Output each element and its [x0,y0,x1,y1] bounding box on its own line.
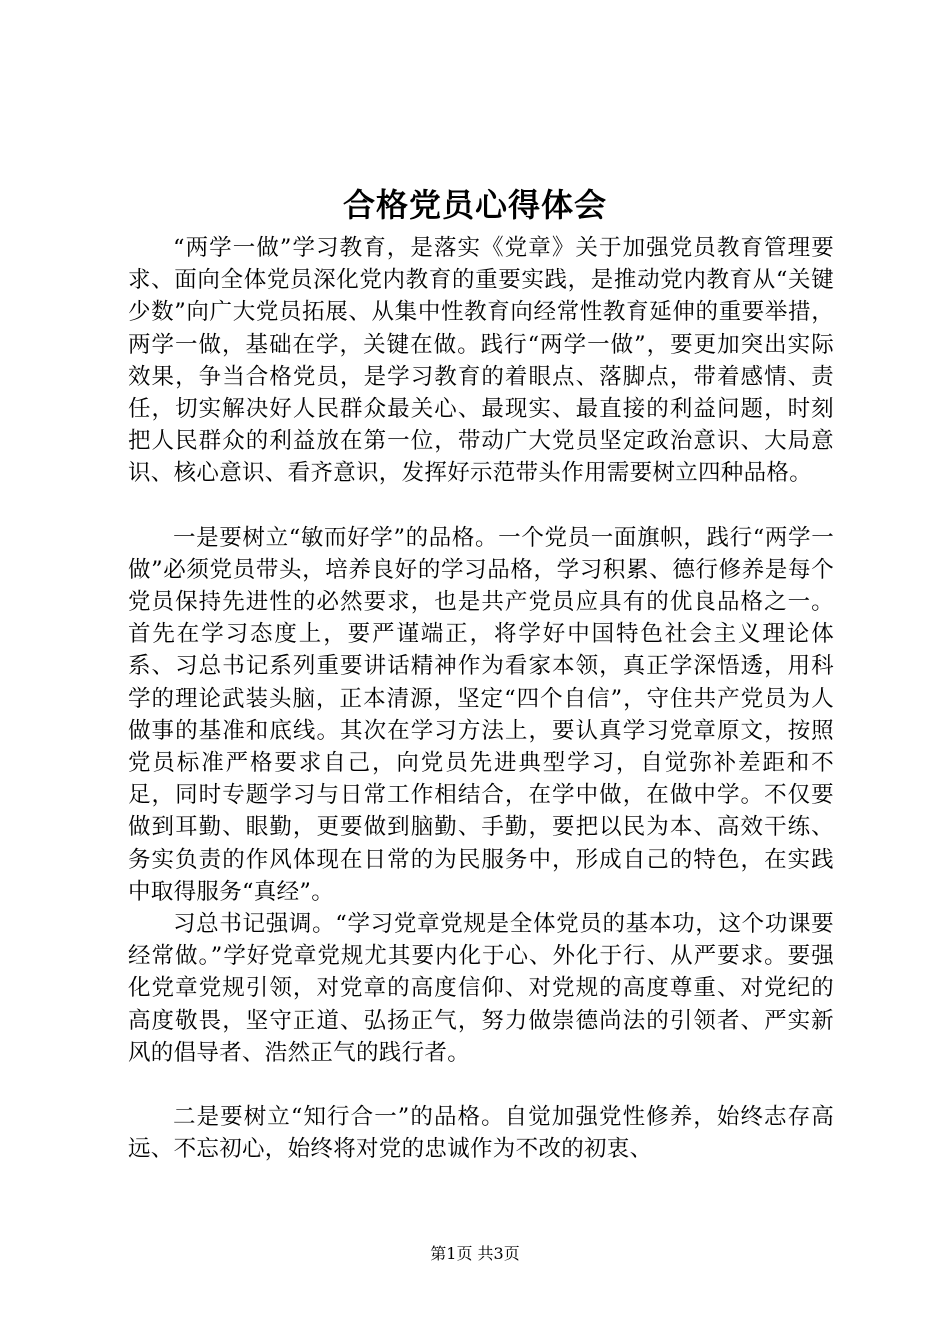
paragraph-intro: “两学一做”学习教育，是落实《党章》关于加强党员教育管理要求、面向全体党员深化党内教育的重要实践，是推动党内教育从“关键少数”向广大党员拓展、从集中性教育向经常性教育延伸的重要举措，两学一做，基础在学，关键在做。践行“两学一做”，要更加突出实际效果，争当合格党员，是学习教育的着眼点、落脚点，带着感情、责任，切实解决好人民群众最关心、最现实、最直接的利益问题，时刻把人民群众的利益放在第一位，带动广大党员坚定政治意识、大局意识、核心意识、看齐意识，发挥好示范带头作用需要树立四种品格。 [128,235,834,487]
paragraph-spacer [128,490,834,522]
paragraph-point-one: 一是要树立“敏而好学”的品格。一个党员一面旗帜，践行“两学一做”必须党员带头，培养良好的学习品格，学习积累、德行修养是每个党员保持先进性的必然要求，也是共产党员应具有的优良品格之一。首先在学习态度上，要严谨端正，将学好中国特色社会主义理论体系、习总书记系列重要讲话精神作为看家本领，真正学深悟透，用科学的理论武装头脑，正本清源，坚定“四个自信”，守住共产党员为人做事的基准和底线。其次在学习方法上，要认真学习党章原文，按照党员标准严格要求自己，向党员先进典型学习，自觉弥补差距和不足，同时专题学习与日常工作相结合，在学中做，在做中学。不仅要做到耳勤、眼勤，更要做到脑勤、手勤，要把以民为本、高效干练、务实负责的作风体现在日常的为民服务中，形成自己的特色，在实践中取得服务“真经”。 [128,524,834,905]
paragraph-point-two: 二是要树立“知行合一”的品格。自觉加强党性修养，始终志存高远、不忘初心，始终将对党的忠诚作为不改的初衷、 [128,1104,834,1163]
document-body [128,232,834,1165]
document-title: 合格党员心得体会 [342,186,607,224]
page-footer: 第1页 共3页 [430,1244,520,1263]
paragraph-spacer [128,1069,834,1101]
paragraph-quote: 习总书记强调。“学习党章党规是全体党员的基本功，这个功课要经常做。”学好党章党规尤其要内化于心、外化于行、从严要求。要强化党章党规引领，对党章的高度信仰、对党规的高度尊重、对党纪的高度敬畏，坚守正道、弘扬正气，努力做崇德尚法的引领者、严实新风的倡导者、浩然正气的践行者。 [128,911,834,1066]
